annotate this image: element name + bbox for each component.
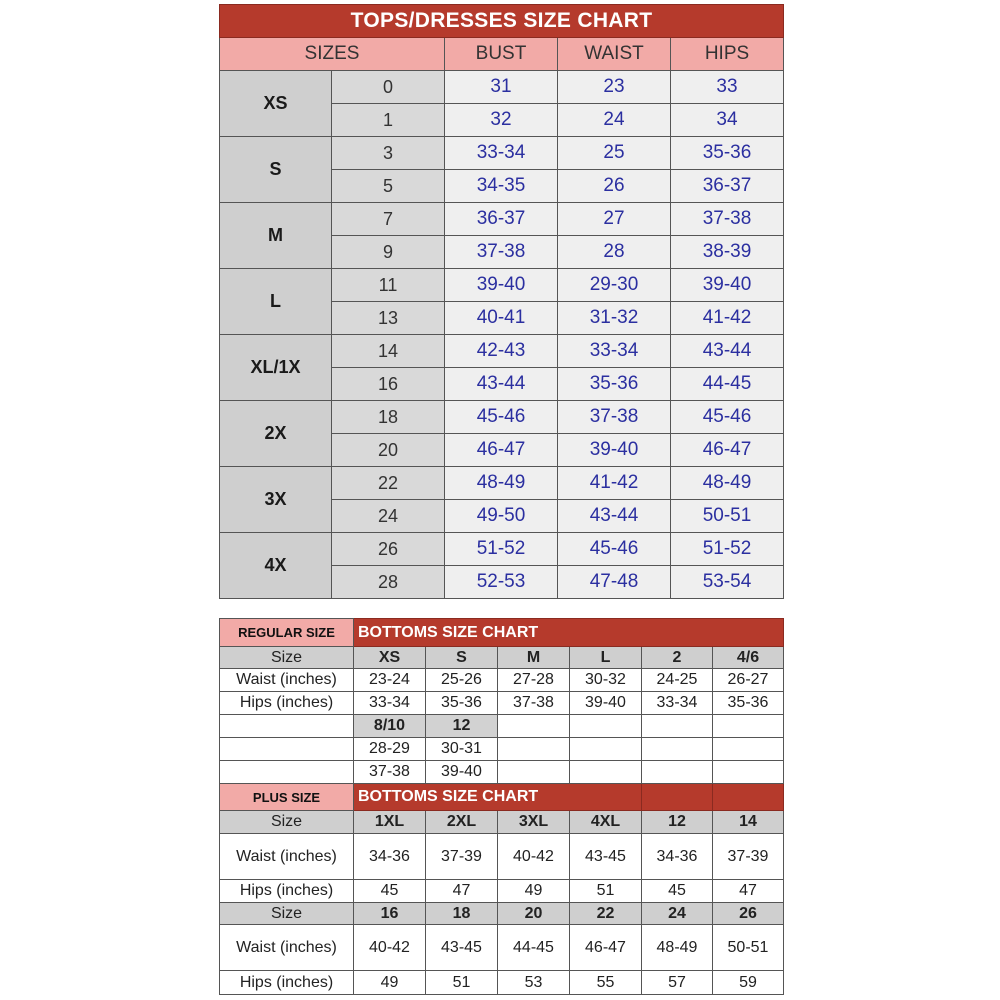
waist-value: 41-42	[558, 467, 671, 500]
hips-cell: 35-36	[426, 692, 498, 715]
bust-header: BUST	[445, 38, 558, 71]
hips-value: 51-52	[671, 533, 784, 566]
regular-bottoms-title: BOTTOMS SIZE CHART	[354, 619, 784, 647]
hips-cell: 47	[426, 880, 498, 903]
waist-value: 31-32	[558, 302, 671, 335]
waist-value: 35-36	[558, 368, 671, 401]
hips-cell: 33-34	[642, 692, 713, 715]
tops-row	[220, 203, 784, 236]
hips-value: 41-42	[671, 302, 784, 335]
size-number: 20	[332, 434, 445, 467]
size-row-label: Size	[220, 811, 354, 834]
size-cell: 20	[498, 903, 570, 925]
bust-value: 48-49	[445, 467, 558, 500]
regular-extra-size-row	[220, 715, 784, 738]
hips-value: 45-46	[671, 401, 784, 434]
regular-size-label: REGULAR SIZE	[220, 619, 354, 647]
size-number: 18	[332, 401, 445, 434]
waist-cell: 44-45	[498, 925, 570, 971]
size-number: 11	[332, 269, 445, 302]
waist-cell: 37-39	[426, 834, 498, 880]
hips-row-label: Hips (inches)	[220, 971, 354, 995]
hips-cell: 49	[354, 971, 426, 995]
tops-row	[220, 335, 784, 368]
waist-value: 45-46	[558, 533, 671, 566]
size-letter: 2X	[220, 401, 332, 467]
bust-value: 52-53	[445, 566, 558, 599]
waist-row-label: Waist (inches)	[220, 834, 354, 880]
hips-row-label: Hips (inches)	[220, 880, 354, 903]
size-cell: 1XL	[354, 811, 426, 834]
hips-row-label: Hips (inches)	[220, 692, 354, 715]
waist-value: 37-38	[558, 401, 671, 434]
bust-value: 33-34	[445, 137, 558, 170]
waist-value: 27	[558, 203, 671, 236]
waist-cell: 27-28	[498, 669, 570, 692]
hips-value: 43-44	[671, 335, 784, 368]
size-letter: M	[220, 203, 332, 269]
hips-value: 34	[671, 104, 784, 137]
waist-cell: 37-39	[713, 834, 784, 880]
hips-cell: 45	[642, 880, 713, 903]
bust-value: 42-43	[445, 335, 558, 368]
size-number: 1	[332, 104, 445, 137]
waist-cell: 23-24	[354, 669, 426, 692]
size-number: 28	[332, 566, 445, 599]
plus-waist-row	[220, 834, 784, 880]
hips-cell: 47	[713, 880, 784, 903]
size-number: 16	[332, 368, 445, 401]
hips-cell: 37-38	[354, 761, 426, 784]
size-cell: 12	[642, 811, 713, 834]
plus-bottoms-title: BOTTOMS SIZE CHART	[354, 784, 642, 811]
hips-header: HIPS	[671, 38, 784, 71]
hips-value: 33	[671, 71, 784, 104]
hips-value: 44-45	[671, 368, 784, 401]
size-cell: 24	[642, 903, 713, 925]
regular-size-row	[220, 647, 784, 669]
bust-value: 45-46	[445, 401, 558, 434]
bottoms-size-chart	[219, 618, 784, 995]
size-number: 5	[332, 170, 445, 203]
hips-value: 53-54	[671, 566, 784, 599]
size-cell: 18	[426, 903, 498, 925]
regular-hips-row	[220, 692, 784, 715]
hips-value: 36-37	[671, 170, 784, 203]
hips-cell: 53	[498, 971, 570, 995]
hips-value: 39-40	[671, 269, 784, 302]
waist-value: 23	[558, 71, 671, 104]
waist-value: 29-30	[558, 269, 671, 302]
waist-value: 33-34	[558, 335, 671, 368]
waist-row-label: Waist (inches)	[220, 669, 354, 692]
size-number: 0	[332, 71, 445, 104]
size-letter: S	[220, 137, 332, 203]
waist-cell: 43-45	[570, 834, 642, 880]
size-letter: XL/1X	[220, 335, 332, 401]
hips-value: 50-51	[671, 500, 784, 533]
waist-header: WAIST	[558, 38, 671, 71]
waist-value: 28	[558, 236, 671, 269]
size-row-label: Size	[220, 647, 354, 669]
waist-cell: 50-51	[713, 925, 784, 971]
waist-value: 43-44	[558, 500, 671, 533]
size-cell: XS	[354, 647, 426, 669]
plus-size-row	[220, 811, 784, 834]
size-number: 9	[332, 236, 445, 269]
hips-cell: 39-40	[426, 761, 498, 784]
size-number: 7	[332, 203, 445, 236]
waist-value: 39-40	[558, 434, 671, 467]
hips-cell: 33-34	[354, 692, 426, 715]
size-cell: 26	[713, 903, 784, 925]
size-cell: M	[498, 647, 570, 669]
hips-value: 46-47	[671, 434, 784, 467]
size-number: 14	[332, 335, 445, 368]
size-number: 13	[332, 302, 445, 335]
hips-cell: 35-36	[713, 692, 784, 715]
size-number: 22	[332, 467, 445, 500]
size-letter: 4X	[220, 533, 332, 599]
size-cell: 8/10	[354, 715, 426, 738]
tops-row	[220, 137, 784, 170]
plus-waist-row-2	[220, 925, 784, 971]
hips-cell: 57	[642, 971, 713, 995]
plus-hips-row	[220, 880, 784, 903]
regular-extra-hips-row	[220, 761, 784, 784]
waist-cell: 34-36	[642, 834, 713, 880]
size-cell: 22	[570, 903, 642, 925]
tops-size-chart	[219, 4, 784, 599]
waist-cell: 25-26	[426, 669, 498, 692]
size-cell: 16	[354, 903, 426, 925]
tops-row	[220, 71, 784, 104]
hips-cell: 51	[426, 971, 498, 995]
bust-value: 46-47	[445, 434, 558, 467]
size-cell: L	[570, 647, 642, 669]
waist-cell: 28-29	[354, 738, 426, 761]
hips-cell: 55	[570, 971, 642, 995]
hips-value: 38-39	[671, 236, 784, 269]
regular-extra-waist-row	[220, 738, 784, 761]
regular-waist-row	[220, 669, 784, 692]
size-cell: S	[426, 647, 498, 669]
waist-value: 25	[558, 137, 671, 170]
waist-cell: 24-25	[642, 669, 713, 692]
size-cell: 2	[642, 647, 713, 669]
waist-cell: 34-36	[354, 834, 426, 880]
bust-value: 36-37	[445, 203, 558, 236]
size-number: 3	[332, 137, 445, 170]
bust-value: 37-38	[445, 236, 558, 269]
waist-cell: 43-45	[426, 925, 498, 971]
hips-cell: 51	[570, 880, 642, 903]
bust-value: 32	[445, 104, 558, 137]
plus-hips-row-2	[220, 971, 784, 995]
size-number: 26	[332, 533, 445, 566]
tops-chart-title: TOPS/DRESSES SIZE CHART	[220, 5, 784, 38]
size-cell: 4/6	[713, 647, 784, 669]
hips-cell: 49	[498, 880, 570, 903]
waist-value: 24	[558, 104, 671, 137]
tops-row	[220, 467, 784, 500]
hips-cell: 39-40	[570, 692, 642, 715]
size-letter: XS	[220, 71, 332, 137]
hips-value: 35-36	[671, 137, 784, 170]
size-cell: 12	[426, 715, 498, 738]
size-cell: 4XL	[570, 811, 642, 834]
bust-value: 43-44	[445, 368, 558, 401]
size-cell: 3XL	[498, 811, 570, 834]
waist-cell: 30-31	[426, 738, 498, 761]
bust-value: 40-41	[445, 302, 558, 335]
hips-value: 48-49	[671, 467, 784, 500]
bust-value: 31	[445, 71, 558, 104]
plus-size-label: PLUS SIZE	[220, 784, 354, 811]
size-letter: L	[220, 269, 332, 335]
tops-row	[220, 533, 784, 566]
waist-value: 47-48	[558, 566, 671, 599]
waist-row-label: Waist (inches)	[220, 925, 354, 971]
bust-value: 51-52	[445, 533, 558, 566]
hips-cell: 59	[713, 971, 784, 995]
waist-cell: 40-42	[498, 834, 570, 880]
waist-value: 26	[558, 170, 671, 203]
size-letter: 3X	[220, 467, 332, 533]
hips-cell: 45	[354, 880, 426, 903]
sizes-header: SIZES	[220, 38, 445, 71]
hips-cell: 37-38	[498, 692, 570, 715]
bust-value: 39-40	[445, 269, 558, 302]
waist-cell: 48-49	[642, 925, 713, 971]
size-cell: 14	[713, 811, 784, 834]
waist-cell: 40-42	[354, 925, 426, 971]
size-row-label: Size	[220, 903, 354, 925]
waist-cell: 46-47	[570, 925, 642, 971]
hips-value: 37-38	[671, 203, 784, 236]
waist-cell: 30-32	[570, 669, 642, 692]
size-number: 24	[332, 500, 445, 533]
tops-row	[220, 401, 784, 434]
bust-value: 49-50	[445, 500, 558, 533]
tops-row	[220, 269, 784, 302]
bust-value: 34-35	[445, 170, 558, 203]
plus-size-row-2	[220, 903, 784, 925]
waist-cell: 26-27	[713, 669, 784, 692]
size-cell: 2XL	[426, 811, 498, 834]
